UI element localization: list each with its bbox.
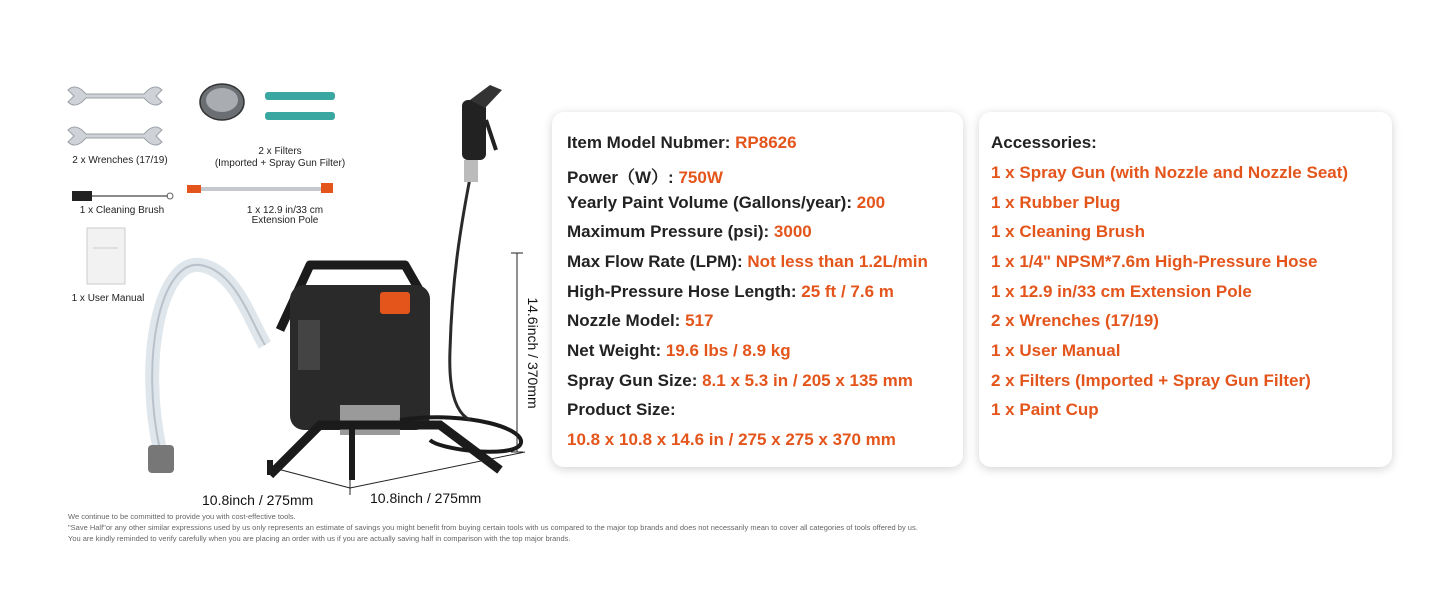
accessory-item: 1 x Spray Gun (with Nozzle and Nozzle Seat) — [991, 163, 1349, 182]
disclaimer-line: You are kindly reminded to verify carefully when you are placing an order with us if you are actually saving half in comparison with the top major brands. — [68, 534, 571, 543]
caption-wrenches: 2 x Wrenches (17/19) — [72, 155, 168, 166]
spec-weight-label: Net Weight: — [567, 341, 666, 360]
accessory-item: 1 x 12.9 in/33 cm Extension Pole — [991, 282, 1252, 301]
caption-filters-line2: (Imported + Spray Gun Filter) — [214, 158, 346, 169]
spec-flow-rate-label: Max Flow Rate (LPM): — [567, 252, 748, 271]
spec-product-size-label: Product Size: — [567, 400, 676, 419]
dimension-height: 14.6inch / 370mm — [525, 297, 541, 409]
spec-power-label: Power（W）: — [567, 168, 679, 187]
accessory-item: 1 x 1/4" NPSM*7.6m High-Pressure Hose — [991, 252, 1318, 271]
spec-nozzle-label: Nozzle Model: — [567, 311, 686, 330]
spec-product-size — [567, 400, 676, 420]
spec-product-size-value: 10.8 x 10.8 x 14.6 in / 275 x 275 x 370 mm — [567, 430, 896, 449]
spec-max-pressure-value: 3000 — [773, 222, 812, 241]
accessory-item: 1 x Paint Cup — [991, 400, 1099, 419]
dimension-width-left: 10.8inch / 275mm — [202, 492, 314, 508]
spec-nozzle — [567, 311, 713, 331]
spec-gun-size-value: 8.1 x 5.3 in / 205 x 135 mm — [702, 371, 913, 390]
caption-manual: 1 x User Manual — [71, 293, 145, 304]
spec-weight — [567, 341, 791, 361]
spec-max-pressure — [567, 222, 812, 242]
spec-flow-rate-value: Not less than 1.2L/min — [747, 252, 928, 271]
spec-gun-size — [567, 371, 913, 391]
spec-flow-rate — [567, 252, 928, 272]
spec-power-value: 750W — [678, 168, 723, 187]
accessories-title: Accessories: — [991, 133, 1097, 152]
accessories-card — [979, 112, 1392, 467]
spec-model-value: RP8626 — [735, 133, 797, 152]
spec-yearly-volume-value: 200 — [856, 193, 886, 212]
accessory-item: 1 x Rubber Plug — [991, 193, 1121, 212]
spec-hose-length-label: High-Pressure Hose Length: — [567, 282, 802, 301]
spec-model — [567, 133, 797, 153]
dimension-width-right: 10.8inch / 275mm — [370, 490, 482, 506]
spec-max-pressure-label: Maximum Pressure (psi): — [567, 222, 774, 241]
spec-weight-value: 19.6 lbs / 8.9 kg — [665, 341, 791, 360]
spec-nozzle-value: 517 — [685, 311, 714, 330]
spec-hose-length — [567, 282, 894, 302]
spec-yearly-volume-label: Yearly Paint Volume (Gallons/year): — [567, 193, 857, 212]
accessory-item: 1 x User Manual — [991, 341, 1121, 360]
spec-product-size-value-line — [567, 430, 896, 450]
accessory-item: 2 x Wrenches (17/19) — [991, 311, 1159, 330]
accessory-item: 2 x Filters (Imported + Spray Gun Filter) — [991, 371, 1311, 390]
disclaimer-line: We continue to be committed to provide you with cost-effective tools. — [68, 512, 296, 521]
caption-filters-line1: 2 x Filters — [258, 146, 302, 157]
spec-model-label: Item Model Nubmer: — [567, 133, 736, 152]
caption-brush: 1 x Cleaning Brush — [79, 205, 165, 216]
spec-power — [567, 163, 723, 188]
caption-pole-line2: Extension Pole — [251, 215, 319, 226]
spec-yearly-volume — [567, 193, 885, 213]
specs-card — [552, 112, 963, 467]
spec-hose-length-value: 25 ft / 7.6 m — [801, 282, 894, 301]
accessory-item: 1 x Cleaning Brush — [991, 222, 1145, 241]
caption-pole-line1: 1 x 12.9 in/33 cm — [246, 205, 324, 216]
spec-gun-size-label: Spray Gun Size: — [567, 371, 703, 390]
disclaimer-line: "Save Half"or any other similar expressions used by us only represents an estimate of savings you might benefit from buying certain tools with us compared to the major top brands and does not necessarily mean to cover all categories of tools offered by us. — [68, 523, 918, 532]
